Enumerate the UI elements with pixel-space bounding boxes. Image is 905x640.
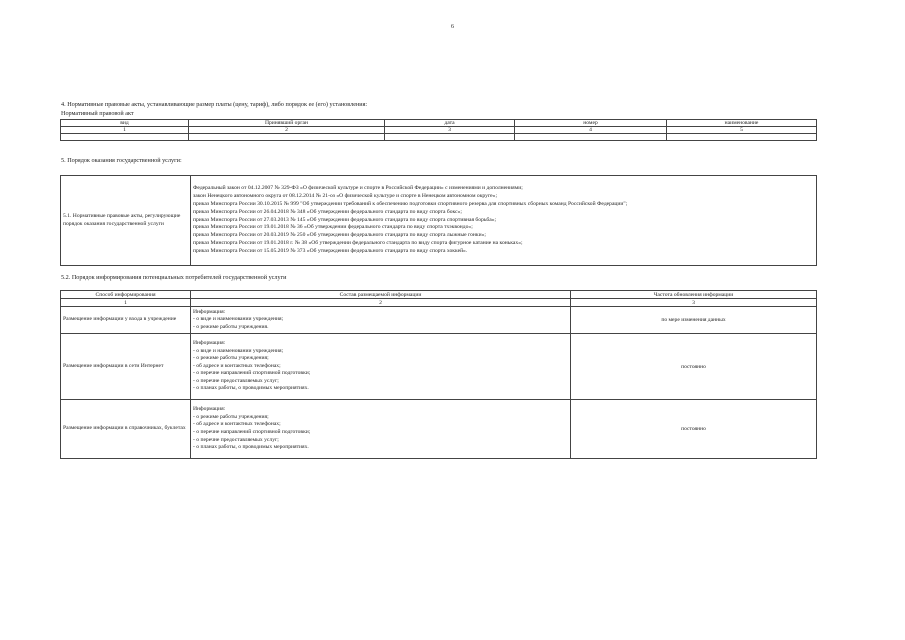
info-line: - о перечне предоставляемых услуг;: [193, 377, 279, 384]
info-line: - о планах работы, о проводимых мероприятиях.: [193, 385, 309, 392]
info-frequency: постоянно: [571, 400, 817, 459]
law-item: приказ Минспорта России от 19.01.2018 № 36 «Об утверждении федерального стандарта по виду спорта тхэквондо»;: [193, 224, 473, 231]
table-number-row: [61, 127, 817, 134]
info-content: [191, 334, 571, 400]
info-content: [191, 307, 571, 334]
info-line: - о виде и наименовании учреждения;: [193, 316, 284, 323]
info-frequency: по мере изменения данных: [571, 307, 817, 334]
law-item: приказ Минспорта России от 15.05.2019 № 373 «Об утверждении федерального стандарта по виду спорта хоккей».: [193, 248, 468, 255]
empty-cell: [667, 134, 817, 141]
law-item: закон Ненецкого автономного округа от 08.12.2014 № 21-оз «О физической культуре и спорте в Ненецком автономном округе»;: [193, 192, 498, 199]
column-number: 2: [189, 127, 385, 134]
info-line: Информация:: [193, 308, 226, 315]
table-row: [61, 334, 817, 400]
empty-cell: [515, 134, 667, 141]
info-line: - о планах работы, о проводимых мероприятиях.: [193, 444, 309, 451]
info-line: Информация:: [193, 406, 226, 413]
column-header: наименование: [667, 120, 817, 127]
regulatory-acts-label: 5.1. Нормативные правовые акты, регулирующие порядок оказания государственной услуги: [61, 176, 191, 266]
empty-cell: [61, 134, 189, 141]
table-number-row: [61, 299, 817, 307]
tariff-acts-table: [60, 119, 817, 141]
column-number: 3: [571, 299, 817, 307]
empty-cell: [189, 134, 385, 141]
info-line: - о виде и наименовании учреждения;: [193, 347, 284, 354]
info-line: - об адресе и контактных телефонах;: [193, 421, 281, 428]
info-line: - о режиме работы учреждения;: [193, 355, 269, 362]
table-row: [61, 176, 817, 266]
table-row: [61, 400, 817, 459]
column-header: номер: [515, 120, 667, 127]
table-row: [61, 134, 817, 141]
law-item: приказ Минспорта России от 19.01.2018 г. № 38 «Об утверждении федерального стандарта по виду спорта фигурное катание на коньках»;: [193, 240, 523, 247]
info-content: [191, 400, 571, 459]
info-method: Размещение информации в справочниках, буклетах: [61, 400, 191, 459]
info-line: Информация:: [193, 339, 226, 346]
column-number: 5: [667, 127, 817, 134]
column-header: Способ информирования: [61, 291, 191, 299]
table-row: [61, 307, 817, 334]
section4-heading: 4. Нормативные правовые акты, устанавливающие размер платы (цену, тариф), либо порядок ее (его) установления:: [61, 101, 368, 108]
column-number: 1: [61, 127, 189, 134]
info-line: - о перечне предоставляемых услуг;: [193, 436, 279, 443]
info-line: - об адресе и контактных телефонах;: [193, 362, 281, 369]
law-item: Федеральный закон от 04.12.2007 № 329-ФЗ «О физической культуре и спорте в Российской Федерации» с изменениями и дополнениями;: [193, 184, 523, 191]
column-number: 4: [515, 127, 667, 134]
info-method: Размещение информации у входа в учреждение: [61, 307, 191, 334]
info-frequency: постоянно: [571, 334, 817, 400]
column-header: Частота обновления информации: [571, 291, 817, 299]
regulatory-acts-table: [60, 175, 817, 266]
section5-heading: 5. Порядок оказания государственной услуги:: [61, 157, 182, 164]
empty-cell: [385, 134, 515, 141]
law-item: приказ Минспорта России 30.10.2015 № 999 "Об утверждении требований к обеспечению подготовки спортивного резерва для спортивных сборных команд Российской Федерации";: [193, 200, 628, 207]
info-line: - о перечне направлений спортивной подготовки;: [193, 429, 311, 435]
informing-table: [60, 290, 817, 459]
column-number: 3: [385, 127, 515, 134]
table-header-row: [61, 291, 817, 299]
column-number: 2: [191, 299, 571, 307]
column-number: 1: [61, 299, 191, 307]
page-number: 6: [451, 24, 454, 30]
section52-heading: 5.2. Порядок информирования потенциальных потребителей государственной услуги: [61, 274, 287, 281]
info-line: - о режиме работы учреждения.: [193, 323, 269, 330]
table-header-row: [61, 120, 817, 127]
law-item: приказ Минспорта России от 20.03.2019 № 250 «Об утверждении федерального стандарта по виду спорта лыжные гонки»;: [193, 232, 486, 239]
column-header: вид: [61, 120, 189, 127]
info-line: - о режиме работы учреждения;: [193, 413, 269, 420]
section4-subheading: Нормативный правовой акт: [61, 110, 134, 117]
law-item: приказ Минспорта России от 26.04.2018 № 348 «Об утверждении федерального стандарта по виду спорта бокс»;: [193, 208, 462, 215]
column-header: дата: [385, 120, 515, 127]
regulatory-acts-list: [191, 176, 817, 266]
law-item: приказ Минспорта России от 27.03.2013 № 145 «Об утверждении федерального стандарта по виду спорта спортивная борьба»;: [193, 216, 497, 223]
info-method: Размещение информации в сети Интернет: [61, 334, 191, 400]
column-header: Состав размещаемой информации: [191, 291, 571, 299]
info-line: - о перечне направлений спортивной подготовки;: [193, 370, 311, 377]
column-header: Принявший орган: [189, 120, 385, 127]
